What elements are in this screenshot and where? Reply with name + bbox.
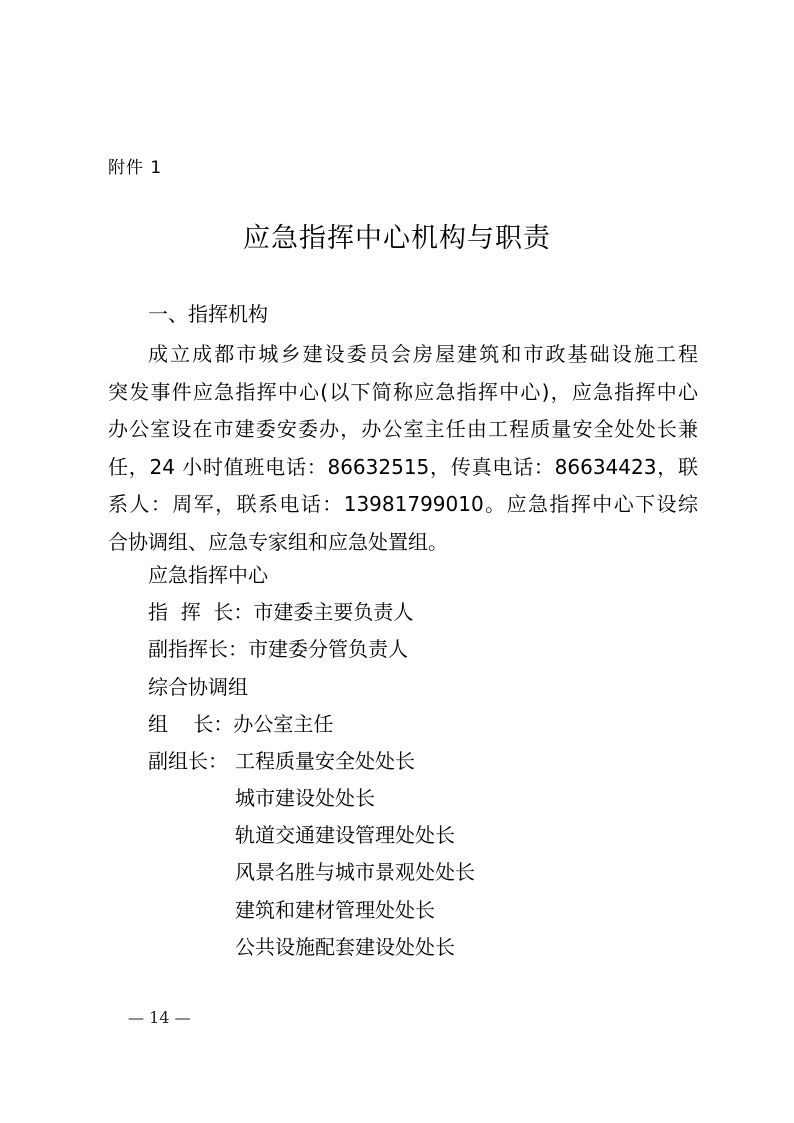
paragraph-line: 突发事件应急指挥中心(以下简称应急指挥中心)，应急指挥中心 bbox=[108, 379, 698, 404]
deputy-commander-line: 副指挥长：市建委分管负责人 bbox=[148, 637, 408, 661]
deputy-leader-label: 副组长： bbox=[148, 749, 228, 773]
deputy-leader-item: 城市建设处处长 bbox=[235, 786, 375, 810]
paragraph-line: 成立成都市城乡建设委员会房屋建筑和市政基础设施工程 bbox=[148, 342, 698, 366]
deputy-leader-item: 公共设施配套建设处处长 bbox=[235, 935, 455, 959]
commander-line: 指 挥 长：市建委主要负责人 bbox=[148, 600, 414, 624]
attachment-label: 附件 1 bbox=[108, 158, 163, 178]
paragraph-line: 合协调组、应急专家组和应急处置组。 bbox=[108, 529, 448, 554]
coordination-group-heading: 综合协调组 bbox=[148, 675, 248, 699]
deputy-leader-item: 建筑和建材管理处处长 bbox=[235, 898, 435, 922]
paragraph-line: 办公室设在市建委安委办，办公室主任由工程质量安全处处长兼 bbox=[108, 417, 698, 441]
document-title: 应急指挥中心机构与职责 bbox=[243, 223, 551, 254]
deputy-leader-item: 工程质量安全处处长 bbox=[235, 749, 415, 773]
section-heading: 一、指挥机构 bbox=[148, 302, 268, 326]
command-center-heading: 应急指挥中心 bbox=[148, 563, 268, 587]
page-number: — 14 — bbox=[128, 1008, 191, 1027]
group-leader-line: 组 长：办公室主任 bbox=[148, 712, 334, 736]
paragraph-line: 系人：周军，联系电话：13981799010。应急指挥中心下设综 bbox=[108, 492, 698, 516]
paragraph-line: 任，24 小时值班电话：86632515，传真电话：86634423，联 bbox=[108, 454, 698, 479]
deputy-leader-item: 风景名胜与城市景观处处长 bbox=[235, 860, 475, 884]
intro-paragraph bbox=[108, 336, 698, 561]
deputy-leader-item: 轨道交通建设管理处处长 bbox=[235, 823, 455, 847]
